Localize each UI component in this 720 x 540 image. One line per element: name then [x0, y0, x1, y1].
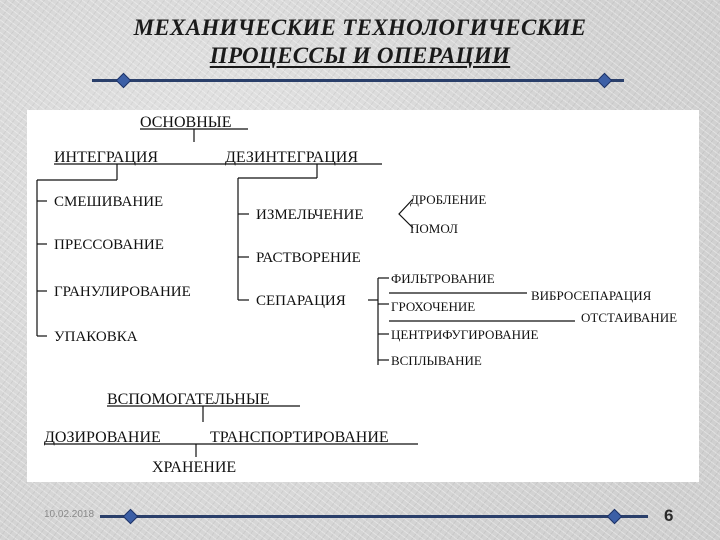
separation-item: ВСПЛЫВАНИЕ — [391, 353, 482, 368]
integration-item: ПРЕССОВАНИЕ — [54, 237, 164, 253]
dissolving-node: РАСТВОРЕНИЕ — [256, 250, 361, 266]
integration-item: УПАКОВКА — [54, 329, 138, 345]
integration-item: СМЕШИВАНИЕ — [54, 194, 164, 210]
separation-node: СЕПАРАЦИЯ — [256, 293, 346, 309]
diagram-panel — [27, 110, 699, 482]
auxiliary-item: ХРАНЕНИЕ — [152, 459, 237, 476]
top-divider — [92, 79, 624, 82]
auxiliary-item: ТРАНСПОРТИРОВАНИЕ — [210, 429, 389, 446]
title-line-1: МЕХАНИЧЕСКИЕ ТЕХНОЛОГИЧЕСКИЕ — [133, 15, 587, 40]
process-diagram — [27, 110, 699, 482]
bottom-right-diamond-icon — [607, 509, 623, 525]
grinding-item: ДРОБЛЕНИЕ — [410, 192, 487, 207]
auxiliary-item: ДОЗИРОВАНИЕ — [44, 429, 161, 446]
main-node: ОСНОВНЫЕ — [140, 114, 232, 131]
separation-extra: ВИБРОСЕПАРАЦИЯ — [531, 288, 652, 303]
bottom-left-diamond-icon — [123, 509, 139, 525]
separation-extra: ОТСТАИВАНИЕ — [581, 310, 678, 325]
slide-number: 6 — [664, 506, 674, 525]
grinding-node: ИЗМЕЛЬЧЕНИЕ — [256, 207, 364, 223]
separation-item: ЦЕНТРИФУГИРОВАНИЕ — [391, 327, 539, 342]
slide-title — [0, 14, 720, 70]
top-left-diamond-icon — [116, 73, 132, 89]
bottom-divider — [100, 515, 648, 518]
auxiliary-node: ВСПОМОГАТЕЛЬНЫЕ — [107, 391, 270, 408]
integration-item: ГРАНУЛИРОВАНИЕ — [54, 284, 191, 300]
top-right-diamond-icon — [597, 73, 613, 89]
separation-item: ГРОХОЧЕНИЕ — [391, 299, 476, 314]
title-line-2: ПРОЦЕССЫ И ОПЕРАЦИИ — [209, 43, 511, 68]
separation-item: ФИЛЬТРОВАНИЕ — [391, 271, 495, 286]
integration-node: ИНТЕГРАЦИЯ — [54, 149, 159, 166]
disintegration-node: ДЕЗИНТЕГРАЦИЯ — [225, 149, 358, 166]
grinding-item: ПОМОЛ — [410, 221, 458, 236]
slide-date: 10.02.2018 — [44, 509, 95, 520]
